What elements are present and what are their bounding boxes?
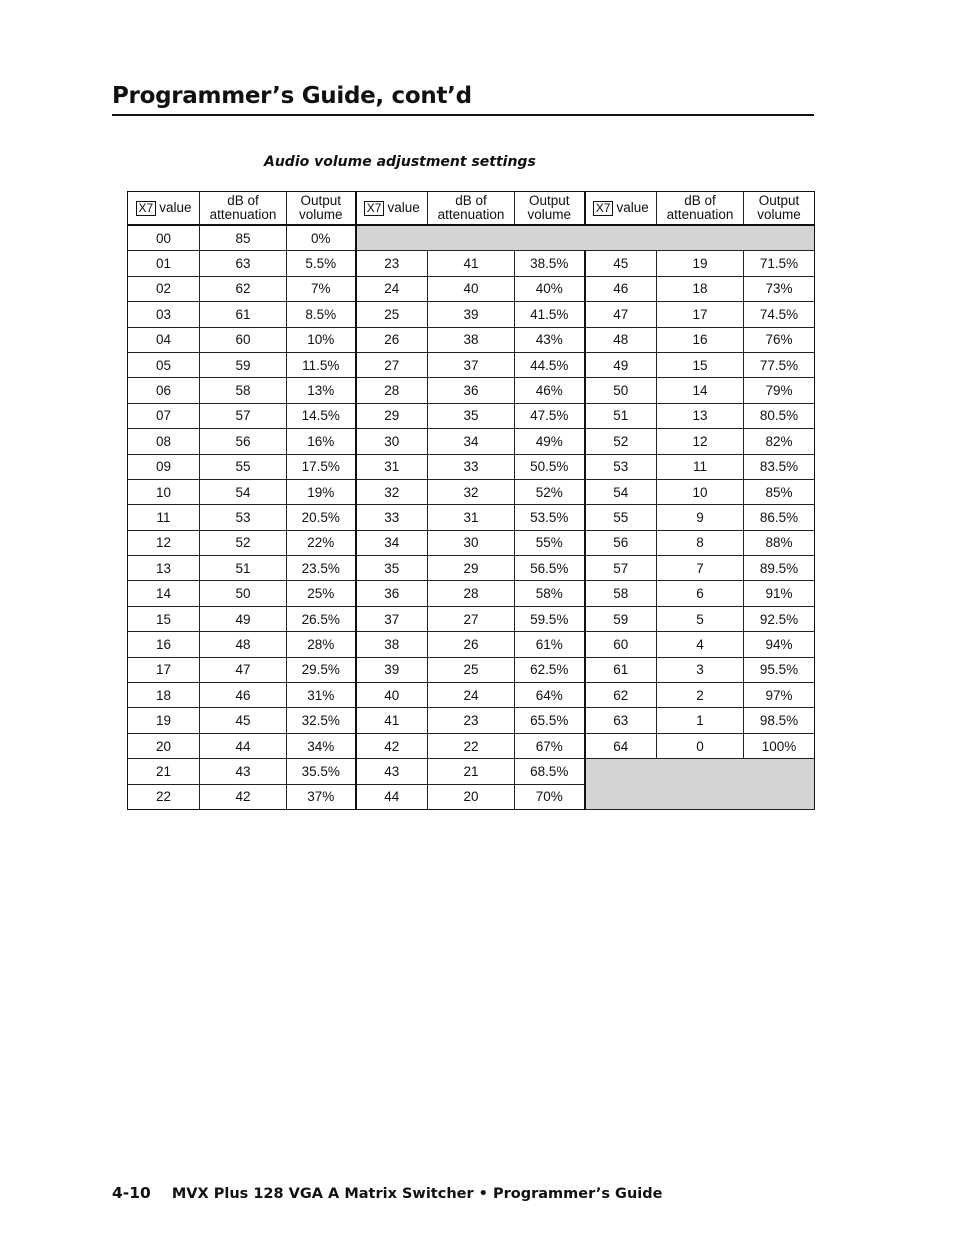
cell-output-volume: 56.5% [515, 556, 585, 581]
cell-x7-value: 06 [128, 378, 200, 403]
cell-db-attenuation: 45 [200, 708, 287, 733]
cell-output-volume: 58% [515, 581, 585, 606]
cell-output-volume: 71.5% [744, 251, 815, 276]
table-row [128, 251, 815, 276]
cell-x7-value: 31 [356, 454, 428, 479]
cell-output-volume: 19% [287, 479, 356, 504]
cell-db-attenuation: 16 [657, 327, 744, 352]
table-row [128, 276, 815, 301]
cell-output-volume: 98.5% [744, 708, 815, 733]
cell-db-attenuation: 8 [657, 530, 744, 555]
table-row [128, 454, 815, 479]
cell-x7-value: 54 [585, 479, 657, 504]
cell-output-volume: 26.5% [287, 606, 356, 631]
cell-db-attenuation: 47 [200, 657, 287, 682]
cell-x7-value: 63 [585, 708, 657, 733]
cell-output-volume: 55% [515, 530, 585, 555]
cell-x7-value: 20 [128, 733, 200, 758]
header-db-line2: attenuation [666, 207, 734, 222]
cell-x7-value: 21 [128, 759, 200, 784]
table-caption: Audio volume adjustment settings [264, 154, 536, 170]
cell-db-attenuation: 30 [428, 530, 515, 555]
cell-output-volume: 22% [287, 530, 356, 555]
cell-output-volume: 97% [744, 683, 815, 708]
cell-output-volume: 43% [515, 327, 585, 352]
cell-db-attenuation: 49 [200, 606, 287, 631]
cell-output-volume: 80.5% [744, 403, 815, 428]
cell-db-attenuation: 17 [657, 302, 744, 327]
cell-db-attenuation: 85 [200, 225, 287, 251]
header-value-label: value [159, 199, 192, 215]
cell-output-volume: 49% [515, 429, 585, 454]
cell-output-volume: 89.5% [744, 556, 815, 581]
cell-db-attenuation: 46 [200, 683, 287, 708]
cell-db-attenuation: 21 [428, 759, 515, 784]
cell-x7-value: 35 [356, 556, 428, 581]
cell-output-volume: 94% [744, 632, 815, 657]
cell-output-volume: 17.5% [287, 454, 356, 479]
cell-db-attenuation: 26 [428, 632, 515, 657]
cell-db-attenuation: 51 [200, 556, 287, 581]
footer-title: MVX Plus 128 VGA A Matrix Switcher • Programmer’s Guide [171, 1186, 663, 1202]
cell-output-volume: 92.5% [744, 606, 815, 631]
cell-x7-value: 01 [128, 251, 200, 276]
header-db-line2: attenuation [209, 207, 277, 222]
cell-x7-value: 59 [585, 606, 657, 631]
cell-output-volume: 38.5% [515, 251, 585, 276]
cell-output-volume: 10% [287, 327, 356, 352]
cell-output-volume: 16% [287, 429, 356, 454]
cell-x7-value: 34 [356, 530, 428, 555]
cell-x7-value: 16 [128, 632, 200, 657]
cell-output-volume: 68.5% [515, 759, 585, 784]
cell-output-volume: 82% [744, 429, 815, 454]
cell-x7-value: 50 [585, 378, 657, 403]
cell-output-volume: 76% [744, 327, 815, 352]
cell-output-volume: 25% [287, 581, 356, 606]
cell-x7-value: 29 [356, 403, 428, 428]
cell-x7-value: 00 [128, 225, 200, 251]
cell-x7-value: 33 [356, 505, 428, 530]
cell-db-attenuation: 20 [428, 784, 515, 809]
cell-x7-value: 60 [585, 632, 657, 657]
cell-x7-value: 44 [356, 784, 428, 809]
cell-x7-value: 58 [585, 581, 657, 606]
x7-key-icon: X7 [136, 201, 157, 216]
cell-output-volume: 100% [744, 733, 815, 758]
table-row [128, 530, 815, 555]
cell-db-attenuation: 29 [428, 556, 515, 581]
cell-db-attenuation: 0 [657, 733, 744, 758]
cell-output-volume: 86.5% [744, 505, 815, 530]
cell-db-attenuation: 13 [657, 403, 744, 428]
cell-x7-value: 56 [585, 530, 657, 555]
cell-db-attenuation: 54 [200, 479, 287, 504]
page-number: 4-10 [112, 1184, 151, 1202]
cell-output-volume: 70% [515, 784, 585, 809]
audio-volume-table [127, 191, 815, 810]
cell-x7-value: 02 [128, 276, 200, 301]
cell-output-volume: 40% [515, 276, 585, 301]
cell-db-attenuation: 28 [428, 581, 515, 606]
cell-x7-value: 28 [356, 378, 428, 403]
cell-x7-value: 61 [585, 657, 657, 682]
header-x7-value [585, 192, 657, 226]
cell-x7-value: 04 [128, 327, 200, 352]
cell-x7-value: 26 [356, 327, 428, 352]
cell-db-attenuation: 37 [428, 352, 515, 377]
header-x7-value [128, 192, 200, 226]
cell-x7-value: 19 [128, 708, 200, 733]
header-db-line1: dB of [455, 193, 487, 208]
header-out-line1: Output [300, 193, 342, 208]
header-output-volume [744, 192, 815, 226]
cell-db-attenuation: 53 [200, 505, 287, 530]
cell-db-attenuation: 59 [200, 352, 287, 377]
page-title: Programmer’s Guide, cont’d [112, 82, 814, 116]
cell-x7-value: 42 [356, 733, 428, 758]
header-x7-value [356, 192, 428, 226]
header-out-line2: volume [527, 207, 572, 222]
cell-db-attenuation: 12 [657, 429, 744, 454]
table-row [128, 581, 815, 606]
cell-x7-value: 03 [128, 302, 200, 327]
page-footer [112, 1184, 662, 1202]
cell-output-volume: 64% [515, 683, 585, 708]
cell-x7-value: 47 [585, 302, 657, 327]
cell-db-attenuation: 33 [428, 454, 515, 479]
cell-x7-value: 49 [585, 352, 657, 377]
cell-db-attenuation: 5 [657, 606, 744, 631]
cell-db-attenuation: 27 [428, 606, 515, 631]
cell-x7-value: 07 [128, 403, 200, 428]
cell-output-volume: 7% [287, 276, 356, 301]
table-row [128, 505, 815, 530]
cell-db-attenuation: 10 [657, 479, 744, 504]
header-value-label: value [616, 199, 649, 215]
cell-x7-value: 32 [356, 479, 428, 504]
table-row [128, 632, 815, 657]
cell-db-attenuation: 60 [200, 327, 287, 352]
header-out-line2: volume [757, 207, 801, 222]
cell-db-attenuation: 19 [657, 251, 744, 276]
cell-db-attenuation: 48 [200, 632, 287, 657]
table-row [128, 479, 815, 504]
cell-output-volume: 77.5% [744, 352, 815, 377]
cell-output-volume: 41.5% [515, 302, 585, 327]
cell-x7-value: 18 [128, 683, 200, 708]
header-out-line1: Output [758, 193, 800, 208]
cell-x7-value: 08 [128, 429, 200, 454]
cell-db-attenuation: 25 [428, 657, 515, 682]
cell-db-attenuation: 56 [200, 429, 287, 454]
cell-x7-value: 13 [128, 556, 200, 581]
x7-key-icon: X7 [364, 201, 385, 216]
cell-x7-value: 14 [128, 581, 200, 606]
cell-db-attenuation: 44 [200, 733, 287, 758]
cell-db-attenuation: 3 [657, 657, 744, 682]
header-db-attenuation [657, 192, 744, 226]
cell-db-attenuation: 14 [657, 378, 744, 403]
cell-x7-value: 52 [585, 429, 657, 454]
header-db-attenuation [428, 192, 515, 226]
table-row [128, 378, 815, 403]
cell-output-volume: 37% [287, 784, 356, 809]
cell-x7-value: 64 [585, 733, 657, 758]
cell-db-attenuation: 7 [657, 556, 744, 581]
cell-db-attenuation: 50 [200, 581, 287, 606]
table-row [128, 759, 815, 784]
cell-output-volume: 61% [515, 632, 585, 657]
table-row [128, 302, 815, 327]
empty-cell [356, 225, 815, 251]
cell-output-volume: 53.5% [515, 505, 585, 530]
cell-output-volume: 91% [744, 581, 815, 606]
cell-db-attenuation: 34 [428, 429, 515, 454]
cell-output-volume: 29.5% [287, 657, 356, 682]
cell-output-volume: 52% [515, 479, 585, 504]
header-db-attenuation [200, 192, 287, 226]
cell-output-volume: 0% [287, 225, 356, 251]
header-out-line1: Output [528, 193, 570, 208]
cell-db-attenuation: 31 [428, 505, 515, 530]
empty-cell [585, 759, 815, 810]
header-output-volume [515, 192, 585, 226]
header-db-line1: dB of [227, 193, 259, 208]
cell-db-attenuation: 6 [657, 581, 744, 606]
cell-x7-value: 43 [356, 759, 428, 784]
cell-db-attenuation: 38 [428, 327, 515, 352]
cell-x7-value: 55 [585, 505, 657, 530]
cell-x7-value: 37 [356, 606, 428, 631]
cell-x7-value: 40 [356, 683, 428, 708]
cell-x7-value: 57 [585, 556, 657, 581]
cell-db-attenuation: 23 [428, 708, 515, 733]
cell-db-attenuation: 1 [657, 708, 744, 733]
cell-x7-value: 62 [585, 683, 657, 708]
cell-x7-value: 51 [585, 403, 657, 428]
cell-output-volume: 11.5% [287, 352, 356, 377]
cell-output-volume: 95.5% [744, 657, 815, 682]
cell-output-volume: 28% [287, 632, 356, 657]
cell-x7-value: 53 [585, 454, 657, 479]
table-row [128, 657, 815, 682]
cell-x7-value: 25 [356, 302, 428, 327]
table-row [128, 606, 815, 631]
cell-db-attenuation: 63 [200, 251, 287, 276]
cell-x7-value: 48 [585, 327, 657, 352]
cell-output-volume: 73% [744, 276, 815, 301]
cell-x7-value: 12 [128, 530, 200, 555]
header-db-line1: dB of [684, 193, 716, 208]
header-value-label: value [387, 199, 420, 215]
cell-output-volume: 67% [515, 733, 585, 758]
cell-output-volume: 20.5% [287, 505, 356, 530]
cell-x7-value: 38 [356, 632, 428, 657]
cell-output-volume: 35.5% [287, 759, 356, 784]
table-row [128, 733, 815, 758]
cell-db-attenuation: 2 [657, 683, 744, 708]
table-row [128, 352, 815, 377]
header-db-line2: attenuation [437, 207, 505, 222]
cell-x7-value: 23 [356, 251, 428, 276]
cell-x7-value: 39 [356, 657, 428, 682]
cell-output-volume: 88% [744, 530, 815, 555]
cell-output-volume: 23.5% [287, 556, 356, 581]
cell-db-attenuation: 62 [200, 276, 287, 301]
cell-db-attenuation: 35 [428, 403, 515, 428]
cell-db-attenuation: 11 [657, 454, 744, 479]
cell-db-attenuation: 55 [200, 454, 287, 479]
cell-output-volume: 13% [287, 378, 356, 403]
table-row [128, 327, 815, 352]
cell-output-volume: 79% [744, 378, 815, 403]
cell-db-attenuation: 42 [200, 784, 287, 809]
cell-output-volume: 62.5% [515, 657, 585, 682]
cell-output-volume: 65.5% [515, 708, 585, 733]
cell-output-volume: 59.5% [515, 606, 585, 631]
header-out-line2: volume [298, 207, 343, 222]
cell-db-attenuation: 61 [200, 302, 287, 327]
cell-output-volume: 85% [744, 479, 815, 504]
cell-db-attenuation: 4 [657, 632, 744, 657]
cell-db-attenuation: 40 [428, 276, 515, 301]
cell-db-attenuation: 58 [200, 378, 287, 403]
cell-output-volume: 74.5% [744, 302, 815, 327]
table-row [128, 708, 815, 733]
cell-db-attenuation: 32 [428, 479, 515, 504]
cell-x7-value: 05 [128, 352, 200, 377]
cell-x7-value: 09 [128, 454, 200, 479]
cell-db-attenuation: 9 [657, 505, 744, 530]
x7-key-icon: X7 [593, 201, 614, 216]
cell-db-attenuation: 52 [200, 530, 287, 555]
cell-x7-value: 17 [128, 657, 200, 682]
cell-output-volume: 32.5% [287, 708, 356, 733]
cell-output-volume: 50.5% [515, 454, 585, 479]
cell-db-attenuation: 43 [200, 759, 287, 784]
table-row [128, 429, 815, 454]
cell-output-volume: 83.5% [744, 454, 815, 479]
cell-x7-value: 46 [585, 276, 657, 301]
table-header-row [128, 192, 815, 226]
cell-output-volume: 8.5% [287, 302, 356, 327]
table-row [128, 403, 815, 428]
table-row [128, 683, 815, 708]
cell-x7-value: 11 [128, 505, 200, 530]
cell-x7-value: 22 [128, 784, 200, 809]
cell-output-volume: 31% [287, 683, 356, 708]
cell-db-attenuation: 22 [428, 733, 515, 758]
cell-output-volume: 46% [515, 378, 585, 403]
cell-output-volume: 5.5% [287, 251, 356, 276]
cell-output-volume: 14.5% [287, 403, 356, 428]
cell-db-attenuation: 39 [428, 302, 515, 327]
cell-db-attenuation: 18 [657, 276, 744, 301]
cell-x7-value: 27 [356, 352, 428, 377]
cell-x7-value: 45 [585, 251, 657, 276]
cell-x7-value: 15 [128, 606, 200, 631]
cell-x7-value: 24 [356, 276, 428, 301]
cell-x7-value: 41 [356, 708, 428, 733]
cell-db-attenuation: 41 [428, 251, 515, 276]
cell-db-attenuation: 57 [200, 403, 287, 428]
cell-db-attenuation: 24 [428, 683, 515, 708]
cell-output-volume: 34% [287, 733, 356, 758]
table-row [128, 556, 815, 581]
cell-x7-value: 10 [128, 479, 200, 504]
table-row [128, 225, 815, 251]
cell-x7-value: 30 [356, 429, 428, 454]
cell-output-volume: 44.5% [515, 352, 585, 377]
cell-x7-value: 36 [356, 581, 428, 606]
cell-output-volume: 47.5% [515, 403, 585, 428]
cell-db-attenuation: 36 [428, 378, 515, 403]
cell-db-attenuation: 15 [657, 352, 744, 377]
header-output-volume [287, 192, 356, 226]
